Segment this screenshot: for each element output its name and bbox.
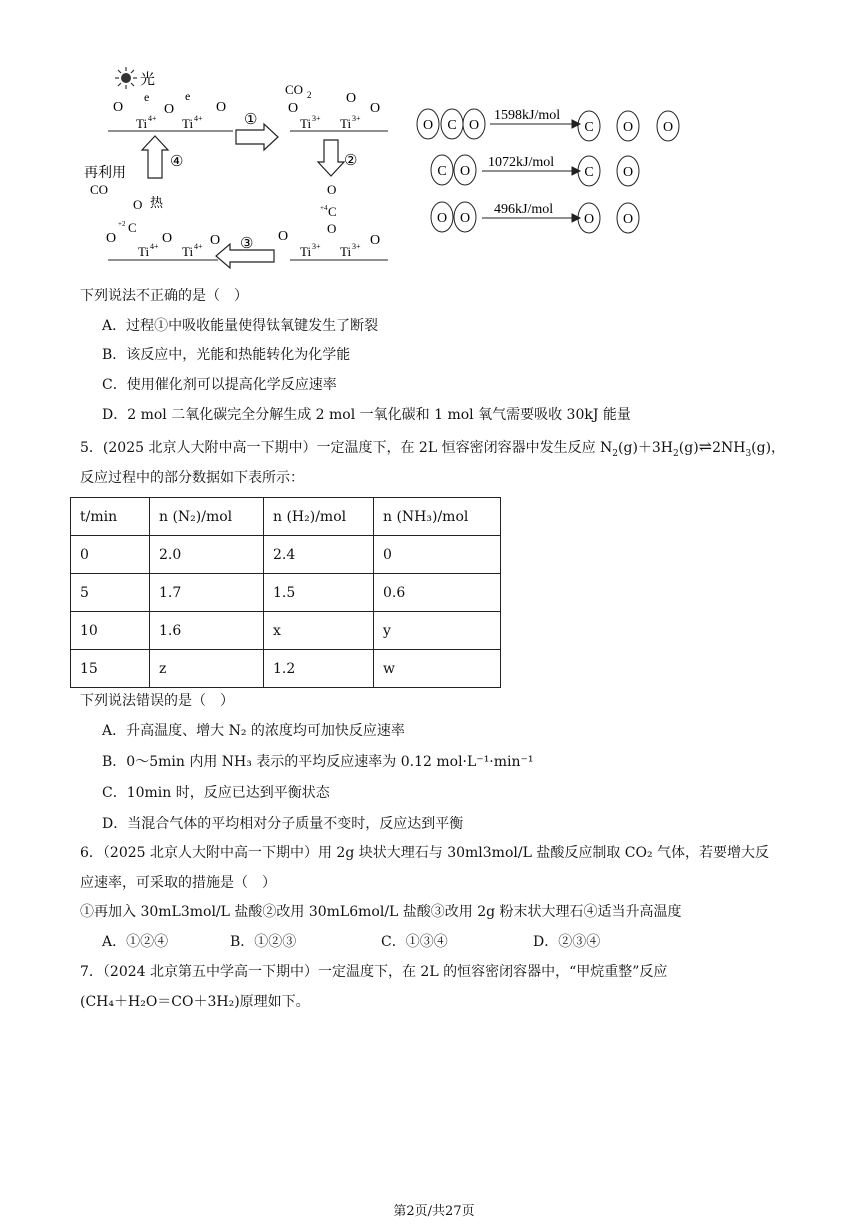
- sun-icon: [115, 67, 137, 89]
- q5-option-d: D．当混合气体的平均相对分子质量不变时，反应达到平衡: [102, 816, 464, 832]
- svg-text:O: O: [133, 197, 143, 212]
- q4-option-d: D．2 mol 二氧化碳完全分解生成 2 mol 一氧化碳和 1 mol 氧气需要吸收 30kJ 能量: [102, 407, 631, 423]
- q6-option-a: A．①②④: [102, 934, 169, 950]
- table-header-row: t/min n (N₂)/mol n (H₂)/mol n (NH₃)/mol: [71, 498, 501, 536]
- svg-text:C: C: [437, 164, 447, 179]
- q5-ask: 下列说法错误的是（ ）: [80, 693, 234, 709]
- svg-text:+2: +2: [118, 220, 126, 228]
- q7-stem-line2: (CH₄＋H₂O＝CO＋3H₂)原理如下。: [80, 994, 310, 1010]
- table-row: 5 1.7 1.5 0.6: [71, 574, 501, 612]
- svg-text:再利用: 再利用: [84, 166, 126, 181]
- svg-text:Ti: Ti: [340, 244, 352, 259]
- svg-text:O: O: [622, 165, 634, 180]
- svg-text:4+: 4+: [150, 242, 159, 251]
- q6-option-d: D．②③④: [533, 934, 601, 950]
- q6-option-b: B．①②③: [230, 934, 297, 950]
- q6-option-c: C．①③④: [381, 934, 448, 950]
- svg-text:②: ②: [344, 153, 358, 169]
- bond-energy-label-o2: 496kJ/mol: [494, 202, 554, 217]
- svg-text:O: O: [622, 212, 634, 227]
- process-arrow-3: [216, 236, 274, 268]
- q4-option-a: A．过程①中吸收能量使得钛氧键发生了断裂: [102, 318, 379, 334]
- svg-text:O: O: [106, 231, 117, 246]
- state-top-left: [108, 89, 233, 131]
- svg-text:C: C: [128, 220, 137, 235]
- q6-measures: ①再加入 30mL3mol/L 盐酸②改用 30mL6mol/L 盐酸③改用 2g 粉末状大理石④适当升高温度: [80, 904, 682, 920]
- svg-text:3+: 3+: [312, 114, 321, 123]
- electron-label: e: [144, 90, 150, 104]
- q5-stem-line2: 反应过程中的部分数据如下表所示：: [80, 470, 304, 486]
- bond-energy-label-co: 1072kJ/mol: [488, 155, 555, 170]
- table-row: 15 z 1.2 w: [71, 650, 501, 688]
- q7-stem-line1: 7．（2024 北京第五中学高一下期中）一定温度下，在 2L 的恒容密闭容器中，“甲烷重整”反应: [80, 964, 668, 980]
- svg-text:+4: +4: [320, 204, 328, 212]
- svg-text:O: O: [210, 233, 221, 248]
- svg-text:C: C: [328, 204, 337, 219]
- svg-text:O: O: [370, 233, 381, 248]
- svg-text:O: O: [459, 164, 471, 179]
- svg-text:④: ④: [170, 154, 184, 170]
- svg-text:O: O: [662, 120, 674, 135]
- q5-option-c: C．10min 时，反应已达到平衡状态: [102, 785, 330, 801]
- bond-energy-figure: [410, 100, 700, 245]
- process-arrow-4: [142, 136, 183, 178]
- svg-text:O: O: [459, 211, 471, 226]
- atom-o: O: [164, 102, 175, 117]
- ti-charge: 4+: [148, 114, 157, 123]
- ti-label: Ti: [182, 116, 194, 131]
- q5-option-a: A．升高温度、增大 N₂ 的浓度均可加快反应速率: [102, 723, 405, 739]
- svg-text:O: O: [288, 101, 299, 116]
- svg-text:O: O: [468, 118, 480, 133]
- state-top-right: [285, 82, 388, 131]
- table-row: 10 1.6 x y: [71, 612, 501, 650]
- process-arrow-1: [236, 112, 278, 150]
- ti-charge: 4+: [194, 114, 203, 123]
- q5-option-b: B．0～5min 内用 NH₃ 表示的平均反应速率为 0.12 mol·L⁻¹·min⁻¹: [102, 754, 534, 770]
- electron-label: e: [185, 89, 191, 103]
- svg-text:Ti: Ti: [182, 244, 194, 259]
- svg-text:CO: CO: [90, 182, 109, 197]
- q5-data-table: [70, 497, 501, 688]
- svg-text:热: 热: [150, 195, 164, 210]
- svg-text:C: C: [584, 165, 594, 180]
- ti-label: Ti: [136, 116, 148, 131]
- atom-o: O: [113, 100, 124, 115]
- svg-text:3+: 3+: [352, 114, 361, 123]
- q6-stem-line2: 应速率，可采取的措施是（ ）: [80, 875, 276, 891]
- svg-text:2: 2: [307, 90, 312, 100]
- svg-text:Ti: Ti: [138, 244, 150, 259]
- atom-o: O: [216, 100, 227, 115]
- svg-text:O: O: [436, 211, 448, 226]
- svg-text:O: O: [370, 101, 381, 116]
- svg-text:Ti: Ti: [300, 116, 312, 131]
- svg-text:①: ①: [244, 112, 258, 128]
- bond-energy-label-co2: 1598kJ/mol: [494, 108, 561, 123]
- svg-text:Ti: Ti: [300, 244, 312, 259]
- svg-text:4+: 4+: [194, 242, 203, 251]
- svg-text:O: O: [278, 229, 289, 244]
- svg-text:3+: 3+: [312, 242, 321, 251]
- svg-text:③: ③: [240, 236, 254, 252]
- page-number: 第2页/共27页: [393, 1204, 475, 1219]
- table-row: 0 2.0 2.4 0: [71, 536, 501, 574]
- svg-text:O: O: [327, 182, 337, 197]
- svg-text:O: O: [583, 212, 595, 227]
- q4-option-b: B．该反应中，光能和热能转化为化学能: [102, 347, 351, 363]
- svg-text:C: C: [584, 120, 594, 135]
- light-label: 光: [140, 72, 156, 88]
- svg-text:O: O: [422, 118, 434, 133]
- q4-stem: 下列说法不正确的是（ ）: [80, 288, 248, 304]
- svg-text:Ti: Ti: [340, 116, 352, 131]
- q5-stem-line1: 5．(2025 北京人大附中高一下期中）一定温度下，在 2L 恒容密闭容器中发生反应 $N_2(g)+3H_2(g)\rightleftharpoons 2NH_3(g)$，: [80, 437, 786, 459]
- svg-text:3+: 3+: [352, 242, 361, 251]
- svg-text:O: O: [622, 120, 634, 135]
- q4-option-c: C．使用催化剂可以提高化学反应速率: [102, 377, 337, 393]
- state-bottom-right: [278, 182, 388, 260]
- catalytic-cycle-figure: [78, 64, 398, 274]
- svg-text:CO: CO: [285, 82, 304, 97]
- q6-stem-line1: 6．（2025 北京人大附中高一下期中）用 2g 块状大理石与 30ml3mol/L 盐酸反应制取 CO₂ 气体，若要增大反: [80, 845, 770, 861]
- svg-text:O: O: [162, 231, 173, 246]
- process-arrow-2: [318, 140, 357, 176]
- svg-text:O: O: [346, 91, 357, 106]
- svg-text:O: O: [327, 221, 337, 236]
- svg-text:C: C: [447, 118, 457, 133]
